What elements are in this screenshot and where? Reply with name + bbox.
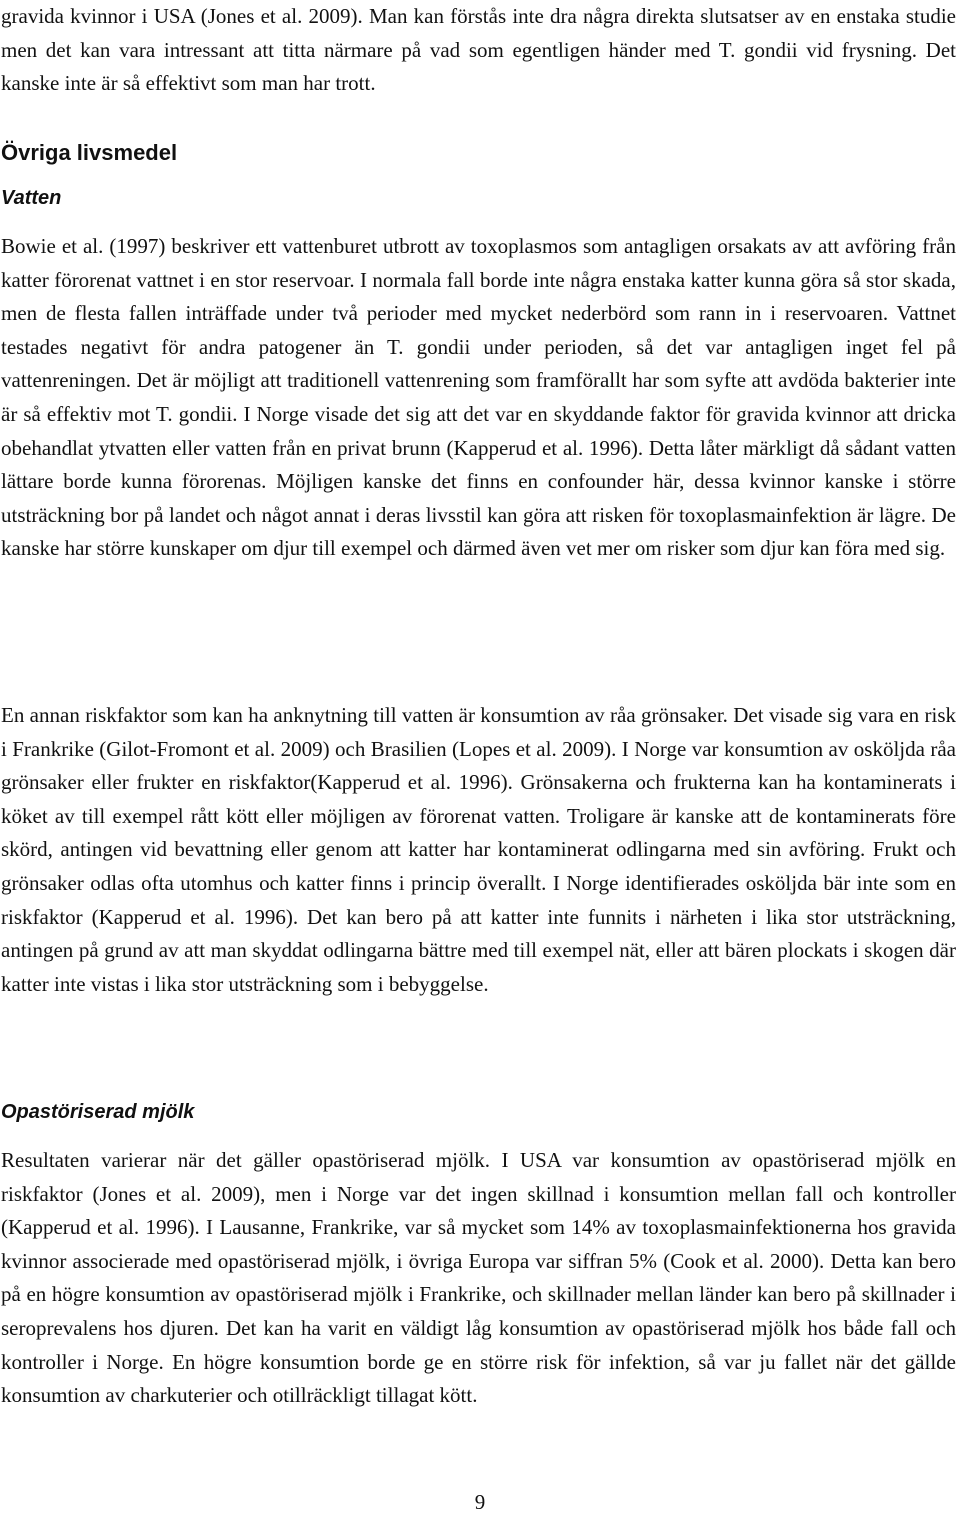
heading-opastoriserad-mjolk: Opastöriserad mjölk <box>1 1101 195 1123</box>
heading-ovriga-livsmedel: Övriga livsmedel <box>1 140 178 165</box>
paragraph-intro: gravida kvinnor i USA (Jones et al. 2009). Man kan förstås inte dra några direkta slutsatser av en enstaka studie men det kan vara intressant att titta närmare på vad som egentligen händer med T. gondii vid frysning. Det kanske inte är så effektivt som man har trott. <box>1 4 956 96</box>
page-number: 9 <box>474 1490 486 1514</box>
paragraph-mjolk: Resultaten varierar när det gäller opastöriserad mjölk. I USA var konsumtion av opastöriserad mjölk en riskfaktor (Jones et al. 2009), men i Norge var det ingen skillnad i konsumtion mellan fall och kontroller (Kapperud et al. 1996). I Lausanne, Frankrike, var så mycket som 14% av toxoplasmainfektionerna hos gravida kvinnor associerade med opastöriserad mjölk, i övriga Europa var siffran 5% (Cook et al. 2000). Detta kan bero på en högre konsumtion av opastöriserad mjölk i Frankrike, och skillnader mellan länder kan bero på skillnader i seroprevalens hos djuren. Det kan ha varit en väldigt låg konsumtion av opastöriserad mjölk hos både fall och kontroller i Norge. En högre konsumtion borde ge en större risk för infektion, så var ju fallet när det gällde konsumtion av charkuterier och otillräckligt tillagat kött. <box>1 1148 956 1408</box>
heading-vatten: Vatten <box>1 187 62 209</box>
paragraph-gronsaker: En annan riskfaktor som kan ha anknytning till vatten är konsumtion av råa grönsaker. Det visade sig vara en risk i Frankrike (Gilot-Fromont et al. 2009) och Brasilien (Lopes et al. 2009). I Norge var konsumtion av osköljda råa grönsaker eller frukter en riskfaktor(Kapperud et al. 1996). Grönsakerna och frukterna kan ha kontaminerats i köket av till exempel rått kött eller möjligen av förorenat vatten. Troligare är kanske att de kontaminerats före skörd, antingen vid bevattning eller genom att katter har kontaminerat odlingarna med sin avföring. Frukt och grönsaker odlas ofta utomhus och katter finns i princip överallt. I Norge identifierades osköljda bär inte som en riskfaktor (Kapperud et al. 1996). Det kan bero på att katter inte funnits i närheten i lika stor utsträckning, antingen på grund av att man skyddat odlingarna bättre med till exempel nät, eller att bären plockats i skogen där katter inte vistas i lika stor utsträckning som i bebyggelse. <box>1 703 956 996</box>
paragraph-vatten: Bowie et al. (1997) beskriver ett vattenburet utbrott av toxoplasmos som antagligen orsakats av att avföring från katter förorenat vattnet i en stor reservoar. I normala fall borde inte några enstaka katter kunna göra så stor skada, men de flesta fallen inträffade under två perioder med mycket nederbörd som rann in i reservoaren. Vattnet testades negativt för andra patogener än T. gondii under perioden, så det var antagligen inget fel på vattenreningen. Det är möjligt att traditionell vattenrening som framförallt har som syfte att avdöda bakterier inte är så effektiv mot T. gondii. I Norge visade det sig att det var en skyddande faktor för gravida kvinnor att dricka obehandlat ytvatten eller vatten från en privat brunn (Kapperud et al. 1996). Detta låter märkligt då sådant vatten lättare borde kunna förorenas. Möjligen kanske det finns en confounder här, dessa kvinnor kanske i större utsträckning bor på landet och något annat i deras livsstil kan göra att risken för toxoplasmainfektion är lägre. De kanske har större kunskaper om djur till exempel och därmed även vet mer om risker som djur kan föra med sig. <box>1 234 956 561</box>
